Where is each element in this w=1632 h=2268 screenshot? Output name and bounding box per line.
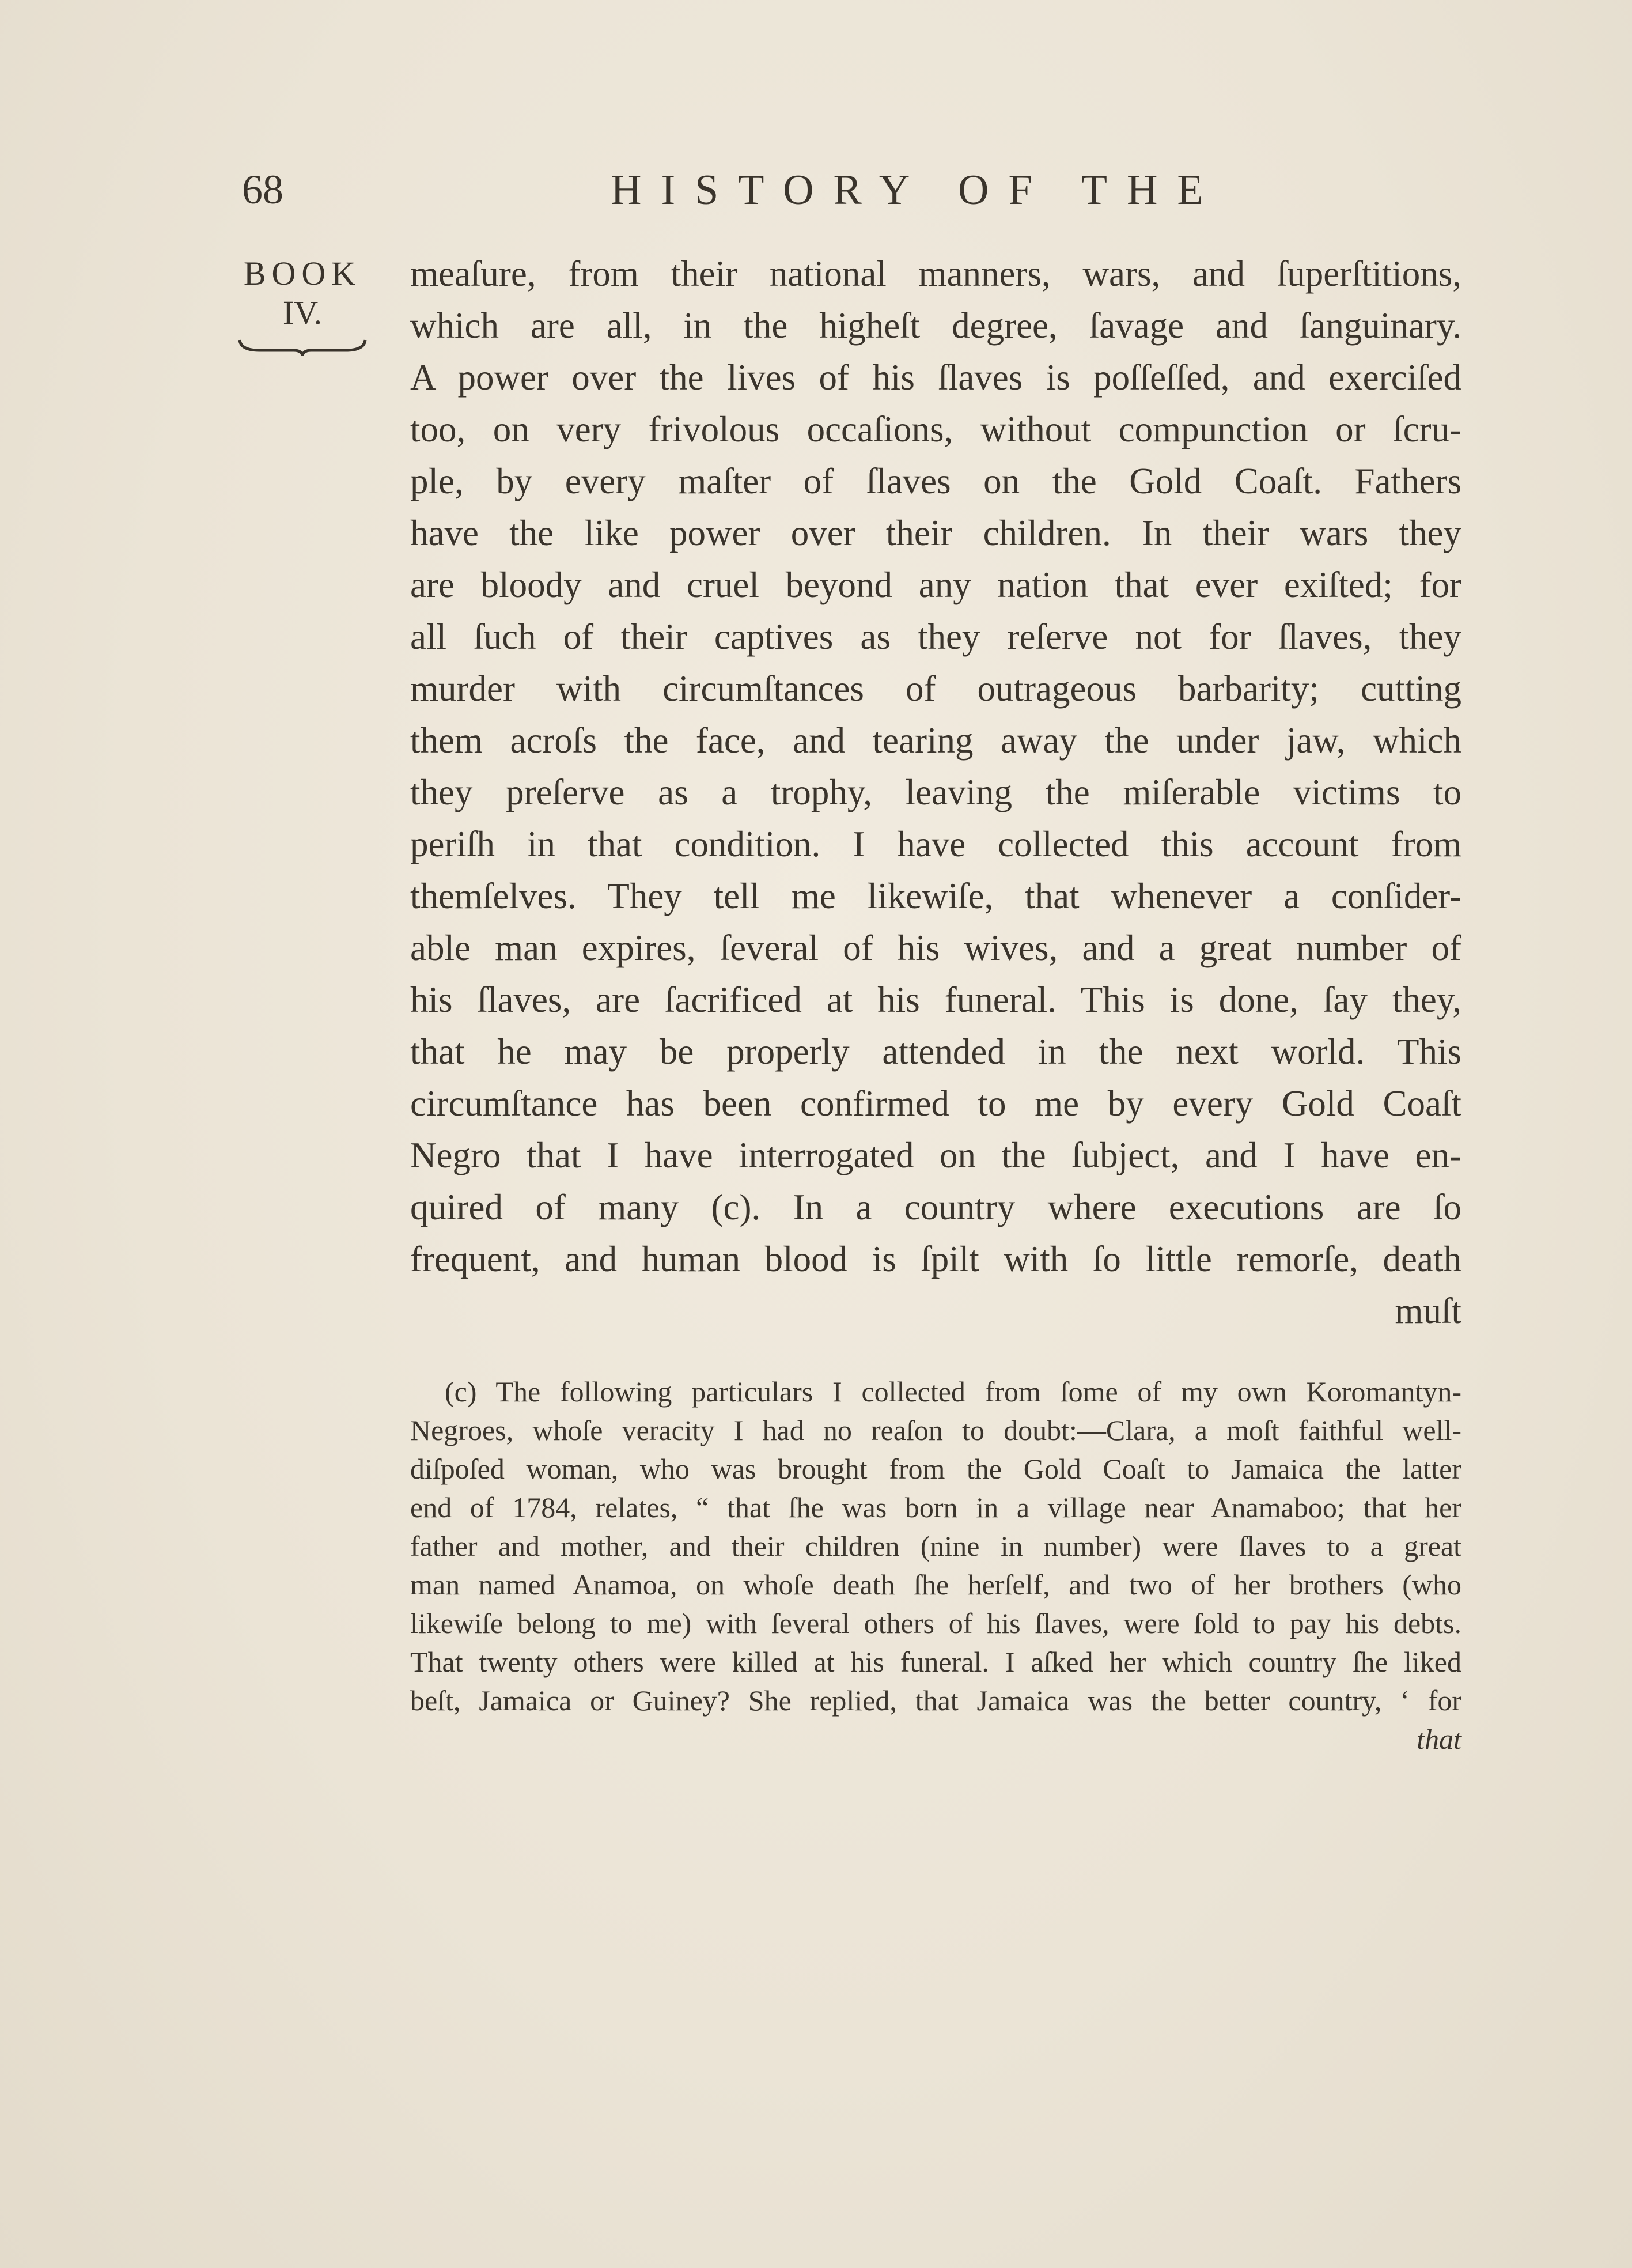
page-number: 68 [242,167,283,213]
body-line: A power over the lives of his ſlaves is poſſeſſed, and exerciſed [410,357,1461,398]
brace-ornament [236,335,369,356]
body-line: are bloody and cruel beyond any nation that ever exiſted; for [410,565,1461,605]
body-line: circumſtance has been confirmed to me by every Gold Coaſt [410,1083,1461,1124]
body-line: meaſure, from their national manners, wars, and ſuperſtitions, [410,254,1461,294]
catchword: muſt [1395,1291,1461,1331]
footnote-line: man named Anamoa, on whoſe death ſhe herſelf, and two of her brothers (who [410,1568,1461,1601]
footnote-line: Negroes, whoſe veracity I had no reaſon to doubt:—Clara, a moſt faithful well- [410,1414,1461,1446]
body-line: themſelves. They tell me likewiſe, that whenever a conſider- [410,876,1461,916]
body-line: able man expires, ſeveral of his wives, and a great number of [410,928,1461,968]
book-number: IV. [282,294,323,331]
footnote-line: likewiſe belong to me) with ſeveral others of his ſlaves, were ſold to pay his debts. [410,1607,1461,1639]
page-header [0,156,1632,225]
body-line: they preſerve as a trophy, leaving the miſerable victims to [410,772,1461,812]
footnote-line: father and mother, and their children (nine in number) were ſlaves to a great [410,1530,1461,1562]
footnote-line: That twenty others were killed at his funeral. I aſked her which country ſhe liked [410,1646,1461,1678]
body-line: that he may be properly attended in the next world. This [410,1031,1461,1072]
body-line: murder with circumſtances of outrageous barbarity; cutting [410,668,1461,709]
footnote-catchword: that [1417,1723,1461,1755]
body-line: Negro that I have interrogated on the ſubject, and I have en- [410,1135,1461,1175]
body-line: which are all, in the higheſt degree, ſavage and ſanguinary. [410,305,1461,346]
body-line: all ſuch of their captives as they reſerve not for ſlaves, they [410,617,1461,657]
body-line: ple, by every maſter of ſlaves on the Gold Coaſt. Fathers [410,461,1461,501]
body-line: frequent, and human blood is ſpilt with ſo little remorſe, death [410,1239,1461,1279]
footnote-line: end of 1784, relates, “ that ſhe was born in a village near Anamaboo; that her [410,1491,1461,1524]
running-head: HISTORY OF THE [611,167,1223,214]
body-line: too, on very frivolous occaſions, without compunction or ſcru- [410,409,1461,449]
footnote-line: beſt, Jamaica or Guiney? She replied, that Jamaica was the better country, ‘ for [410,1684,1461,1717]
body-line: quired of many (c). In a country where executions are ſo [410,1187,1461,1227]
book-label: BOOK [243,255,362,292]
footnote-line: (c) The following particulars I collected from ſome of my own Koromantyn- [445,1375,1461,1408]
body-line: them acroſs the face, and tearing away the under jaw, which [410,720,1461,761]
body-line: have the like power over their children. In their wars they [410,513,1461,553]
margin-note [228,254,377,356]
body-line: periſh in that condition. I have collected this account from [410,824,1461,864]
footnote-block [410,1373,1461,1759]
body-text [410,248,1461,1337]
footnote-line: diſpoſed woman, who was brought from the Gold Coaſt to Jamaica the latter [410,1453,1461,1485]
body-line: his ſlaves, are ſacrificed at his funeral. This is done, ſay they, [410,980,1461,1020]
